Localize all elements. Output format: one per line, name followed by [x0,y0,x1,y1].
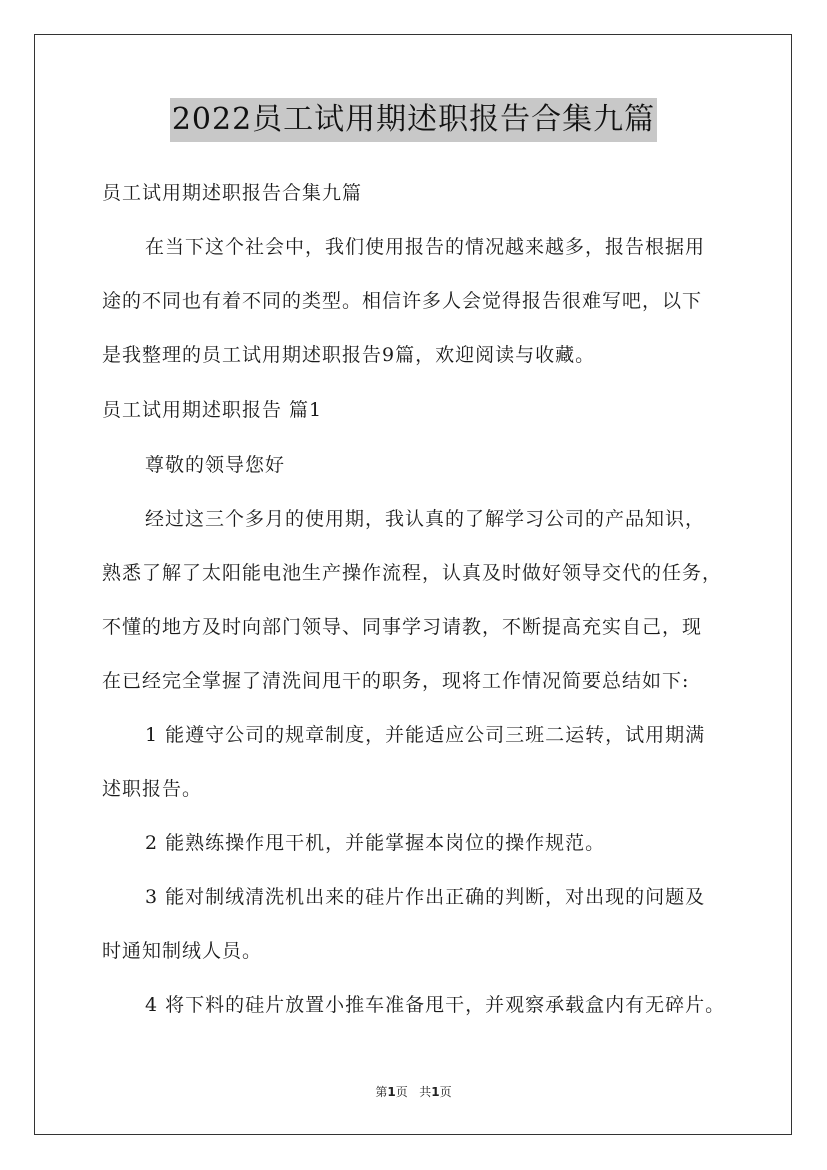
list-item-4: 4 将下料的硅片放置小推车准备甩干，并观察承载盒内有无碎片。 [145,994,726,1016]
paragraph-line: 途的不同也有着不同的类型。相信许多人会觉得报告很难写吧，以下 [102,290,703,312]
paragraph-line: 在当下这个社会中，我们使用报告的情况越来越多，报告根据用 [145,236,706,258]
paragraph-line: 不懂的地方及时向部门领导、同事学习请教，不断提高充实自己，现 [102,616,703,638]
list-item-3: 3 能对制绒清洗机出来的硅片作出正确的判断，对出现的问题及 [145,886,706,908]
section-heading: 员工试用期述职报告 篇1 [102,399,323,421]
list-item-3-continued: 时通知制绒人员。 [102,940,263,962]
paragraph-line: 经过这三个多月的使用期，我认真的了解学习公司的产品知识， [145,508,706,530]
list-item-2: 2 能熟练操作甩干机，并能掌握本岗位的操作规范。 [145,832,606,854]
paragraph-line: 熟悉了解了太阳能电池生产操作流程，认真及时做好领导交代的任务， [102,562,723,584]
list-item-1: 1 能遵守公司的规章制度，并能适应公司三班二运转，试用期满 [145,724,706,746]
page-label-suffix: 页 [395,1085,408,1099]
total-label-suffix: 页 [439,1085,452,1099]
title-container [0,98,827,142]
page-number: 1 [387,1085,396,1099]
list-item-1-continued: 述职报告。 [102,778,203,800]
document-title: 2022员工试用期述职报告合集九篇 [170,98,657,142]
total-pages: 1 [431,1085,440,1099]
total-label-prefix: 共 [419,1085,432,1099]
paragraph-line: 是我整理的员工试用期述职报告9篇，欢迎阅读与收藏。 [102,344,596,366]
paragraph-line: 在已经完全掌握了清洗间甩干的职务，现将工作情况简要总结如下: [102,670,690,692]
salutation-line: 尊敬的领导您好 [145,454,286,476]
page-label-prefix: 第 [375,1085,388,1099]
page-footer [0,1083,827,1101]
subtitle-line: 员工试用期述职报告合集九篇 [102,182,363,204]
